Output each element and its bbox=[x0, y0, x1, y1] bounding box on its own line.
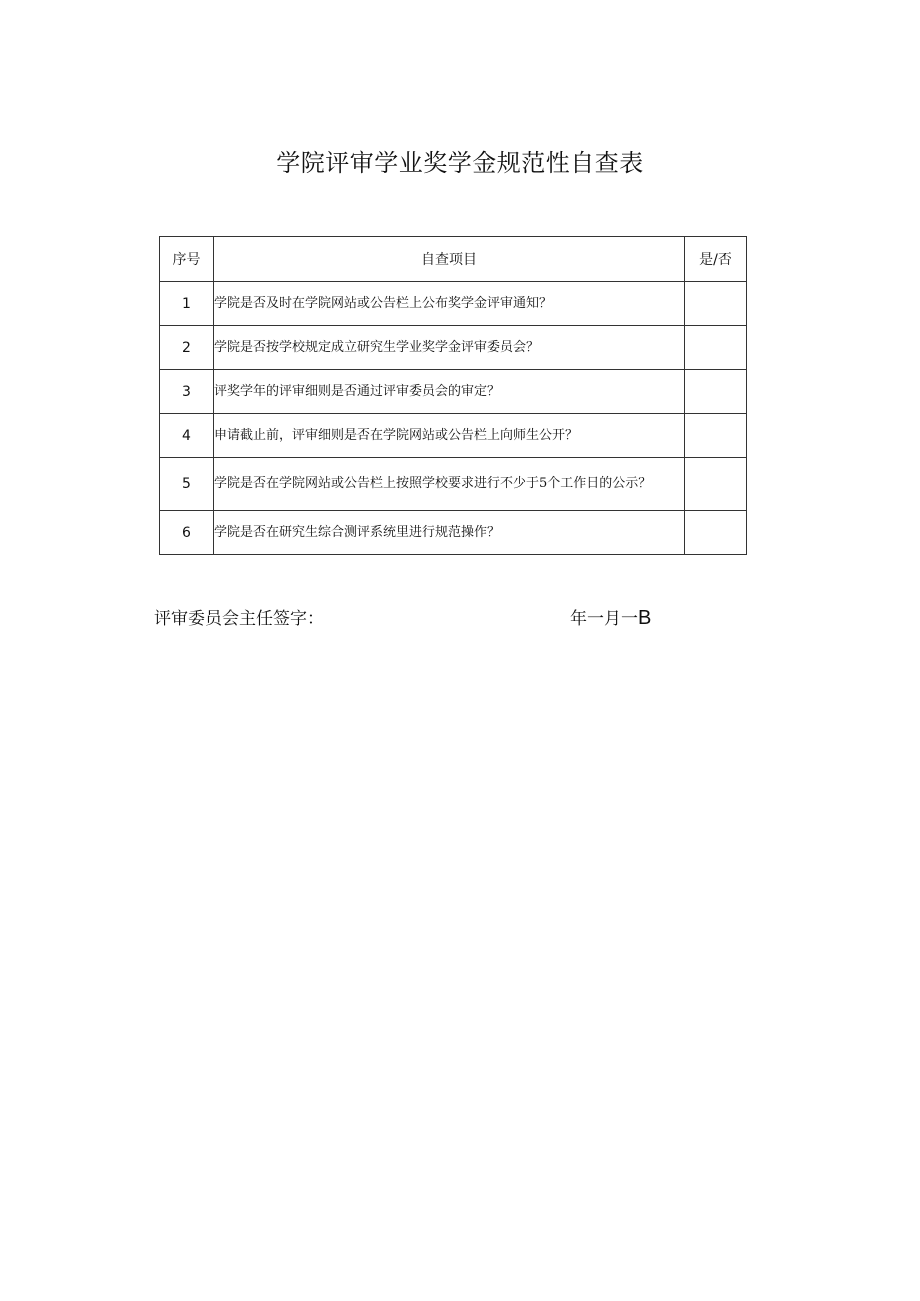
row-check-item: 申请截止前，评审细则是否在学院网站或公告栏上向师生公开？ bbox=[214, 414, 685, 458]
row-number: 1 bbox=[160, 282, 214, 326]
self-check-table bbox=[159, 236, 747, 555]
date-text: 年一月一 bbox=[570, 609, 638, 629]
table-row bbox=[160, 370, 747, 414]
page-title: 学院评审学业奖学金规范性自查表 bbox=[276, 149, 644, 177]
row-check-item: 学院是否在研究生综合测评系统里进行规范操作？ bbox=[214, 511, 685, 555]
row-check-item: 学院是否及时在学院网站或公告栏上公布奖学金评审通知？ bbox=[214, 282, 685, 326]
date-line bbox=[570, 604, 651, 633]
row-number: 4 bbox=[160, 414, 214, 458]
row-answer-cell[interactable] bbox=[685, 511, 747, 555]
date-suffix: B bbox=[638, 607, 652, 629]
header-yes-no: 是/否 bbox=[685, 237, 747, 282]
table-header-row bbox=[160, 237, 747, 282]
table-row bbox=[160, 282, 747, 326]
signature-label: 评审委员会主任签字： bbox=[154, 609, 324, 629]
table-row bbox=[160, 511, 747, 555]
row-answer-cell[interactable] bbox=[685, 458, 747, 511]
row-check-item: 学院是否按学校规定成立研究生学业奖学金评审委员会？ bbox=[214, 326, 685, 370]
row-number: 6 bbox=[160, 511, 214, 555]
row-number: 5 bbox=[160, 458, 214, 511]
row-answer-cell[interactable] bbox=[685, 282, 747, 326]
header-number: 序号 bbox=[160, 237, 214, 282]
table-row bbox=[160, 458, 747, 511]
row-check-item: 学院是否在学院网站或公告栏上按照学校要求进行不少于5个工作日的公示？ bbox=[214, 458, 685, 511]
row-answer-cell[interactable] bbox=[685, 326, 747, 370]
row-number: 2 bbox=[160, 326, 214, 370]
row-check-item: 评奖学年的评审细则是否通过评审委员会的审定？ bbox=[214, 370, 685, 414]
row-number: 3 bbox=[160, 370, 214, 414]
header-check-item: 自查项目 bbox=[214, 237, 685, 282]
table-row bbox=[160, 414, 747, 458]
row-answer-cell[interactable] bbox=[685, 414, 747, 458]
row-answer-cell[interactable] bbox=[685, 370, 747, 414]
table-row bbox=[160, 326, 747, 370]
